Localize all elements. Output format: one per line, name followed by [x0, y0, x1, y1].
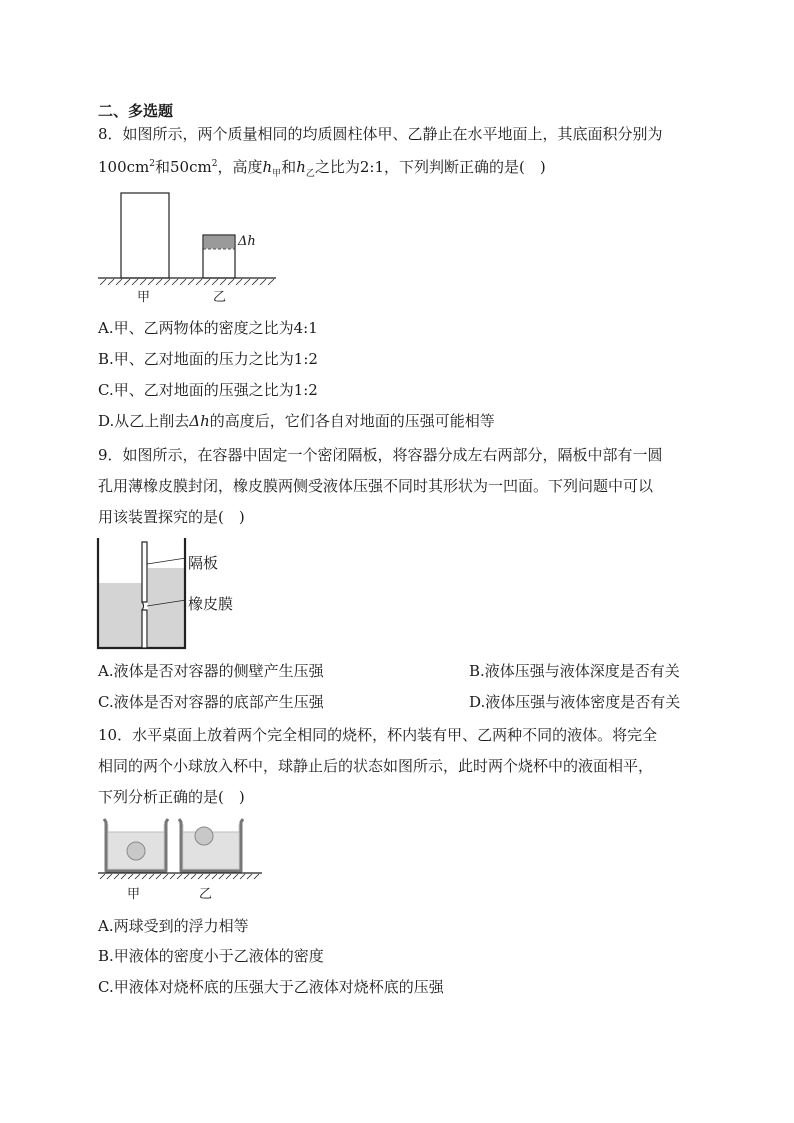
partition-leader-line — [147, 558, 186, 564]
delta-h-label: Δh — [238, 234, 256, 249]
label-yi: 乙 — [213, 290, 227, 305]
q8-h-jia-subscript: 甲 — [272, 169, 282, 179]
q8-and: 和 — [155, 158, 171, 176]
q10-option-b: B.甲液体的密度小于乙液体的密度 — [98, 947, 324, 965]
q8-h-yi-symbol: h — [296, 158, 306, 176]
q9-options-row1 — [98, 661, 680, 681]
q8-h-and: 和 — [281, 158, 297, 176]
ball-jia — [127, 842, 145, 860]
q9-container-figure — [96, 538, 256, 653]
label-yi-beaker: 乙 — [199, 887, 213, 902]
label-jia: 甲 — [137, 290, 151, 305]
q10-option-c: C.甲液体对烧杯底的压强大于乙液体对烧杯底的压强 — [98, 978, 444, 996]
cut-section-shade — [204, 236, 235, 249]
q8-option-d-suffix: 的高度后，它们各自对地面的压强可能相等 — [209, 412, 495, 430]
beaker-jia — [104, 819, 168, 871]
q8-option-d — [98, 411, 495, 431]
q8-cylinders-figure — [96, 188, 282, 310]
q8-stem-line1: 8．如图所示，两个质量相同的均质圆柱体甲、乙静止在水平地面上，其底面积分别为 — [98, 125, 663, 143]
q10-stem-line1: 10．水平桌面上放着两个完全相同的烧杯，杯内装有甲、乙两种不同的液体。将完全 — [98, 726, 658, 744]
partition-label: 隔板 — [188, 554, 219, 572]
q9-option-d: D.液体压强与液体密度是否有关 — [469, 693, 681, 711]
membrane-label: 橡皮膜 — [188, 595, 234, 613]
right-liquid — [148, 568, 184, 648]
ball-yi — [195, 827, 213, 845]
q8-option-d-prefix: D.从乙上削去 — [98, 412, 190, 430]
q8-option-b: B.甲、乙对地面的压力之比为1:2 — [98, 350, 318, 368]
q9-stem-line2: 孔用薄橡皮膜封闭，橡皮膜两侧受液体压强不同时其形状为一凹面。下列问题中可以 — [98, 477, 654, 495]
q9-options-row2 — [98, 692, 681, 712]
q9-stem-line1: 9．如图所示，在容器中固定一个密闭隔板，将容器分成左右两部分，隔板中部有一圆 — [98, 446, 663, 464]
q9-option-c: C.液体是否对容器的底部产生压强 — [98, 693, 324, 711]
q9-option-a: A.液体是否对容器的侧壁产生压强 — [98, 662, 324, 680]
q8-ratio-text: 之比为2:1，下列判断正确的是( ) — [314, 158, 546, 176]
beaker-yi — [179, 819, 243, 871]
q9-option-b: B.液体压强与液体深度是否有关 — [469, 662, 680, 680]
q10-option-a: A.两球受到的浮力相等 — [98, 917, 249, 935]
q8-area2: 50cm — [170, 158, 212, 176]
q8-h-yi-subscript: 乙 — [305, 169, 315, 179]
q8-option-c: C.甲、乙对地面的压强之比为1:2 — [98, 381, 318, 399]
q8-area1: 100cm — [98, 158, 150, 176]
q8-h-jia-symbol: h — [262, 158, 273, 176]
q8-height-text: ，高度 — [217, 158, 263, 176]
q8-area1-exponent: 2 — [149, 159, 155, 169]
rubber-membrane — [142, 602, 144, 610]
table-hatching — [100, 874, 259, 879]
label-jia-beaker: 甲 — [127, 887, 141, 902]
q8-area2-exponent: 2 — [211, 159, 218, 169]
partition-top — [142, 542, 147, 602]
partition-bottom — [142, 610, 147, 648]
q8-option-a: A.甲、乙两物体的密度之比为4:1 — [98, 319, 318, 337]
ground-hatching — [100, 279, 274, 285]
q10-stem-line2: 相同的两个小球放入杯中，球静止后的状态如图所示，此时两个烧杯中的液面相平， — [98, 757, 654, 775]
q8-cylinders-svg — [96, 188, 282, 310]
q8-stem-line2 — [98, 157, 546, 177]
cylinder-jia — [121, 193, 169, 278]
q10-stem-line3: 下列分析正确的是( ) — [98, 788, 245, 806]
q10-beakers-svg — [96, 814, 266, 906]
q9-stem-line3: 用该装置探究的是( ) — [98, 508, 245, 526]
left-liquid — [99, 583, 142, 648]
q10-beakers-figure — [96, 814, 266, 906]
section-title: 二、多选题 — [98, 102, 174, 120]
q8-option-d-delta: Δh — [189, 412, 210, 430]
